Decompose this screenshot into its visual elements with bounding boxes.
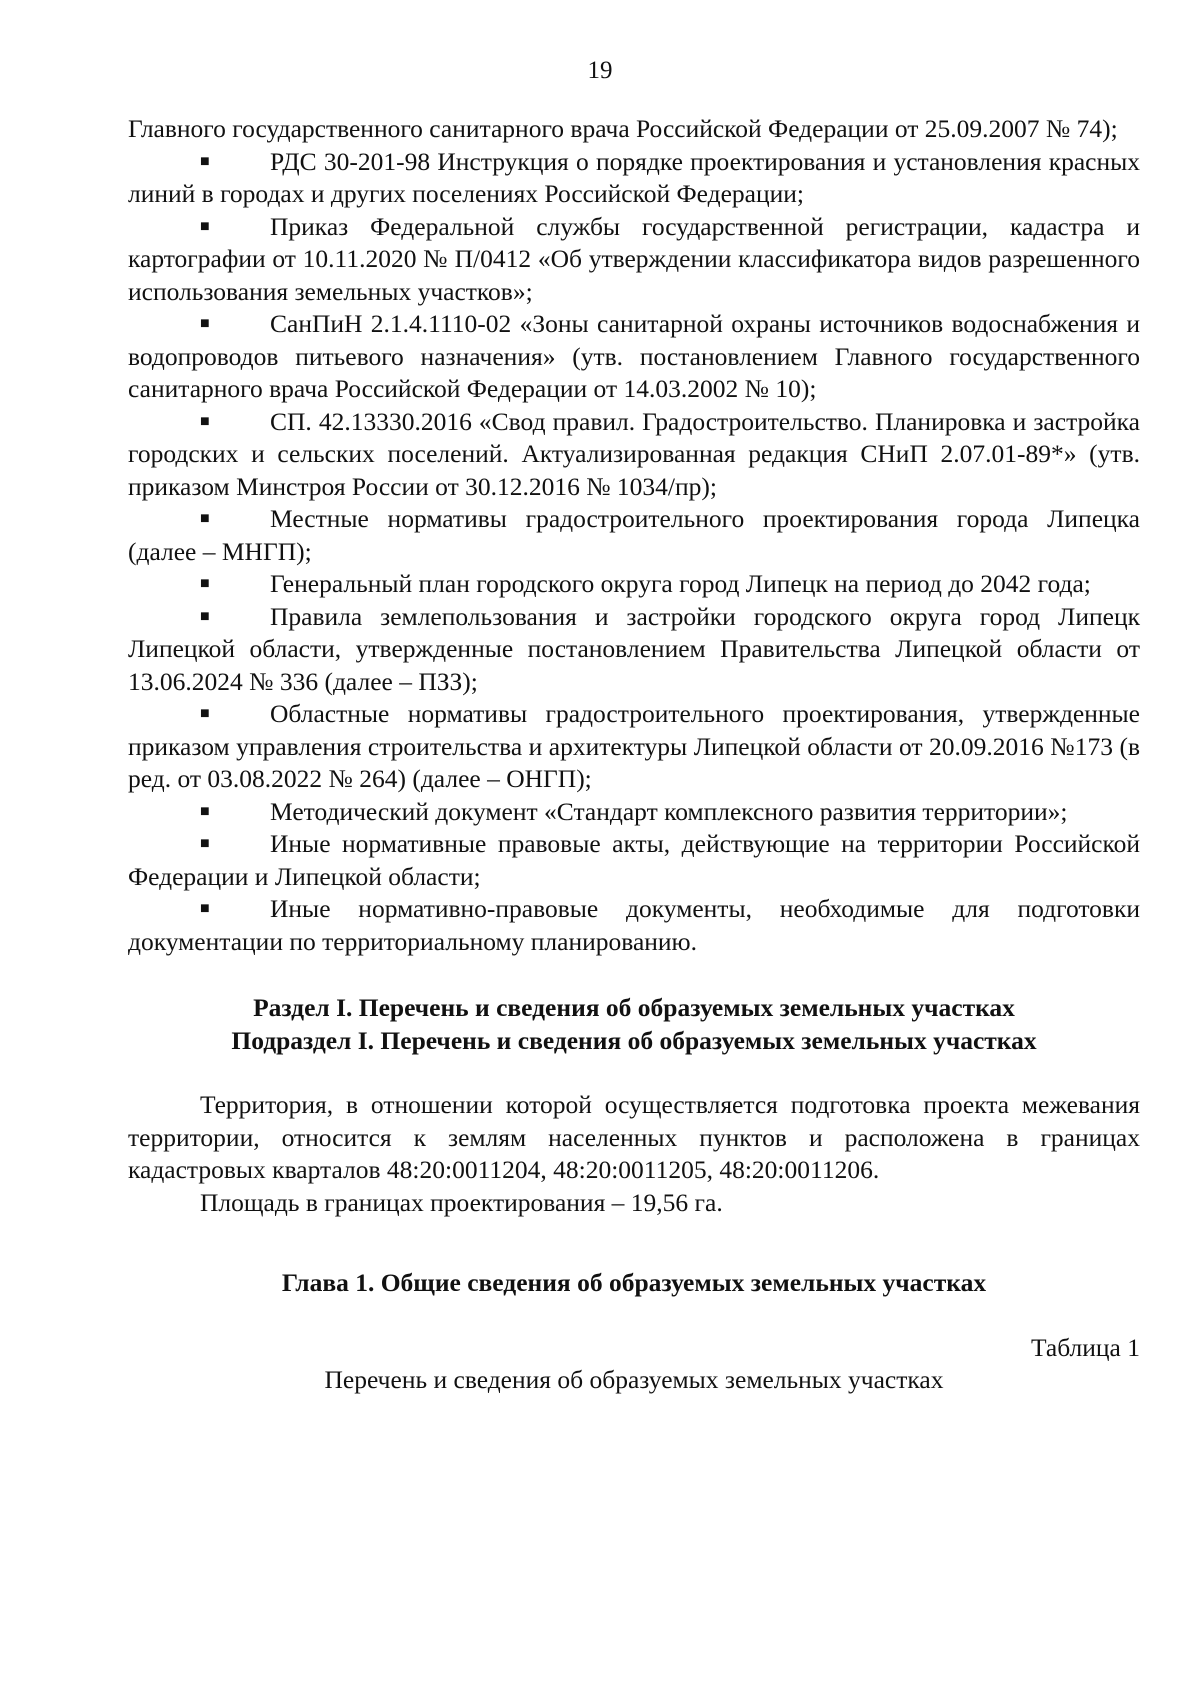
list-item bbox=[128, 601, 1140, 699]
list-item bbox=[128, 568, 1140, 601]
table-label: Таблица 1 bbox=[1030, 1332, 1140, 1362]
territory-paragraph: Территория, в отношении которой осуществляется подготовка проекта межевания территории, относится к землям населенных пунктов и расположена в границах кадастровых кварталов 48:20:0011204, 48:20:0011205, 48:20:0011206. bbox=[128, 1090, 1140, 1184]
subsection-title: Подраздел I. Перечень и сведения об образуемых земельных участках bbox=[231, 1025, 1037, 1055]
list-item-text: Иные нормативные правовые акты, действующие на территории Российской Федерации и Липецкой области; bbox=[128, 829, 1140, 891]
section-title: Раздел I. Перечень и сведения об образуемых земельных участках bbox=[253, 993, 1015, 1022]
bullet-icon: ■ bbox=[200, 835, 210, 852]
area-paragraph: Площадь в границах проектирования – 19,56 га. bbox=[200, 1187, 723, 1217]
continuation-text: Главного государственного санитарного врача Российской Федерации от 25.09.2007 № 74); bbox=[128, 114, 1118, 143]
list-item-text: Генеральный план городского округа город Липецк на период до 2042 года; bbox=[270, 569, 1091, 598]
list-item bbox=[128, 698, 1140, 796]
list-item bbox=[128, 828, 1140, 893]
list-item-text: Правила землепользования и застройки городского округа город Липецк Липецкой области, утвержденные постановлением Правительства Липецкой области от 13.06.2024 № 336 (далее – ПЗЗ); bbox=[128, 601, 1140, 696]
list-item bbox=[128, 893, 1140, 958]
document-body bbox=[128, 113, 1140, 1397]
list-item bbox=[128, 211, 1140, 309]
bullet-icon: ■ bbox=[200, 900, 210, 917]
page-number: 19 bbox=[587, 57, 613, 84]
list-item-text: Местные нормативы градостроительного проектирования города Липецка (далее – МНГП); bbox=[128, 504, 1140, 566]
list-item-text: Иные нормативно-правовые документы, необходимые для подготовки документации по территориальному планированию. bbox=[128, 894, 1140, 956]
bullet-icon: ■ bbox=[200, 802, 210, 820]
list-item-text: Приказ Федеральной службы государственной регистрации, кадастра и картографии от 10.11.2020 № П/0412 «Об утверждении классификатора видов разрешенного использования земельных участков»; bbox=[128, 211, 1140, 306]
list-item bbox=[128, 503, 1140, 568]
bullet-icon: ■ bbox=[200, 607, 210, 625]
regulations-list bbox=[128, 146, 1140, 959]
list-item bbox=[128, 796, 1140, 829]
list-item bbox=[128, 308, 1140, 406]
bullet-icon: ■ bbox=[200, 217, 210, 235]
list-item-text: Областные нормативы градостроительного проектирования, утвержденные приказом управления строительства и архитектуры Липецкой области от 20.09.2016 №173 (в ред. от 03.08.2022 № 264) (далее – ОНГП); bbox=[128, 699, 1140, 793]
bullet-icon: ■ bbox=[200, 510, 210, 527]
bullet-icon: ■ bbox=[200, 705, 210, 722]
table-caption: Перечень и сведения об образуемых земельных участках bbox=[324, 1365, 944, 1394]
chapter-title: Глава 1. Общие сведения об образуемых земельных участках bbox=[281, 1268, 987, 1297]
list-item bbox=[128, 146, 1140, 211]
list-item-text: СП. 42.13330.2016 «Свод правил. Градостроительство. Планировка и застройка городских и сельских поселений. Актуализированная редакция СНиП 2.07.01-89*» (утв. приказом Минстроя России от 30.12.2016 № 1034/пр); bbox=[128, 406, 1140, 501]
bullet-icon: ■ bbox=[200, 412, 210, 430]
list-item-text: РДС 30-201-98 Инструкция о порядке проектирования и установления красных линий в городах и других поселениях Российской Федерации; bbox=[128, 146, 1140, 208]
list-item-text: СанПиН 2.1.4.1110-02 «Зоны санитарной охраны источников водоснабжения и водопроводов питьевого назначения» (утв. постановлением Главного государственного санитарного врача Российской Федерации от 14.03.2002 № 10); bbox=[128, 309, 1140, 403]
list-item bbox=[128, 406, 1140, 504]
bullet-icon: ■ bbox=[200, 575, 210, 592]
bullet-icon: ■ bbox=[200, 315, 210, 332]
list-item-text: Методический документ «Стандарт комплексного развития территории»; bbox=[270, 796, 1068, 826]
bullet-icon: ■ bbox=[200, 152, 210, 170]
